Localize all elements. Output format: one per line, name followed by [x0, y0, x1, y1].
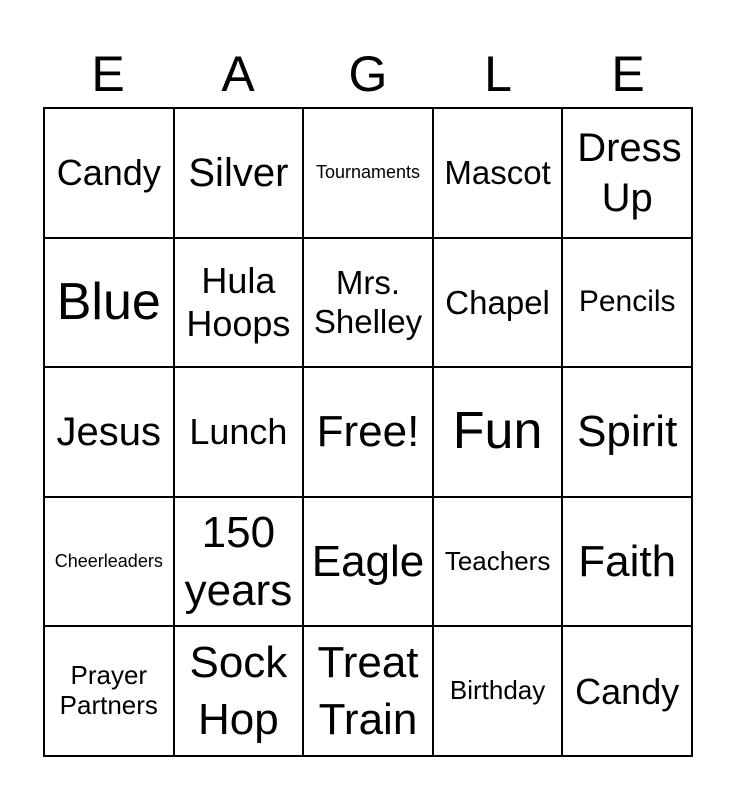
cell-label: Hula Hoops	[186, 260, 291, 345]
cell-label: Pencils	[578, 285, 676, 319]
bingo-cell[interactable]	[45, 109, 175, 239]
bingo-header	[43, 40, 693, 108]
bingo-cell[interactable]	[434, 368, 564, 498]
cell-label: Tournaments	[315, 162, 421, 183]
bingo-cell[interactable]	[434, 109, 564, 239]
cell-label: Jesus	[56, 409, 162, 454]
bingo-cell[interactable]	[563, 627, 693, 757]
cell-label: Lunch	[189, 411, 288, 453]
bingo-cell[interactable]	[304, 239, 434, 369]
bingo-cell[interactable]	[563, 368, 693, 498]
bingo-cell[interactable]	[175, 239, 305, 369]
cell-label: Cheerleaders	[54, 551, 163, 572]
cell-label: Chapel	[445, 283, 550, 321]
bingo-cell[interactable]	[45, 498, 175, 628]
bingo-cell[interactable]	[304, 627, 434, 757]
bingo-cell[interactable]	[175, 627, 305, 757]
cell-label: Treat Train	[317, 638, 419, 745]
header-letter-e1: E	[91, 46, 125, 102]
bingo-cell[interactable]	[563, 498, 693, 628]
cell-label: Eagle	[311, 537, 425, 586]
cell-label: Free!	[316, 407, 420, 457]
header-letter-a: A	[221, 46, 255, 102]
cell-label: Candy	[56, 152, 161, 194]
bingo-cell[interactable]	[434, 627, 564, 757]
header-letter-e2: E	[611, 46, 645, 102]
bingo-cell[interactable]	[175, 109, 305, 239]
bingo-grid	[43, 107, 693, 757]
cell-label: Mrs. Shelley	[313, 263, 423, 341]
cell-label: Sock Hop	[189, 638, 288, 745]
cell-label: Candy	[575, 670, 680, 712]
bingo-cell[interactable]	[563, 109, 693, 239]
bingo-cell[interactable]	[304, 109, 434, 239]
bingo-cell[interactable]	[434, 498, 564, 628]
header-letter-g: G	[348, 46, 388, 102]
bingo-cell[interactable]	[434, 239, 564, 369]
bingo-cell[interactable]	[45, 368, 175, 498]
bingo-cell[interactable]	[304, 368, 434, 498]
cell-label: Silver	[188, 150, 289, 195]
bingo-cell[interactable]	[304, 498, 434, 628]
header-letter-l: L	[484, 46, 512, 102]
bingo-cell[interactable]	[45, 627, 175, 757]
bingo-cell[interactable]	[45, 239, 175, 369]
bingo-cell[interactable]	[175, 498, 305, 628]
cell-label: Dress Up	[577, 125, 682, 220]
bingo-cell[interactable]	[175, 368, 305, 498]
cell-label: Fun	[452, 402, 543, 461]
cell-label: Blue	[56, 272, 161, 331]
cell-label: Teachers	[444, 545, 551, 576]
cell-label: Birthday	[449, 675, 546, 706]
cell-label: 150 years	[184, 508, 293, 615]
cell-label: Mascot	[444, 154, 551, 191]
bingo-cell[interactable]	[563, 239, 693, 369]
cell-label: Prayer Partners	[59, 660, 158, 721]
cell-label: Spirit	[577, 407, 678, 457]
cell-label: Faith	[578, 537, 677, 586]
